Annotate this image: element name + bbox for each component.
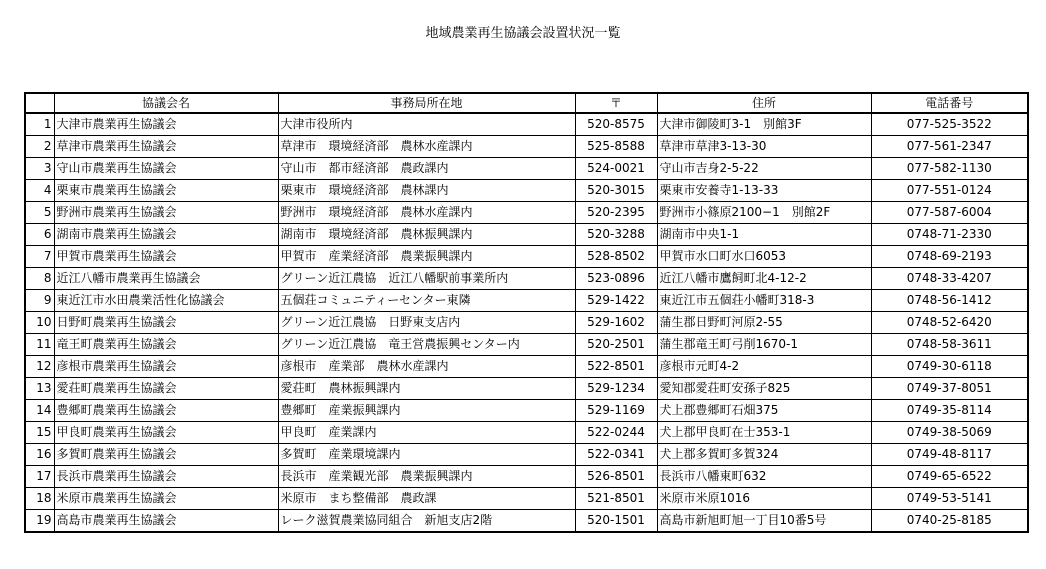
- table-row: [25, 400, 1028, 422]
- table-row: [25, 422, 1028, 444]
- cell-council-name: 栗東市農業再生協議会: [54, 180, 278, 202]
- cell-address: 犬上郡甲良町在士353-1: [657, 422, 871, 444]
- cell-phone: 0748-33-4207: [871, 268, 1028, 290]
- table-row: [25, 444, 1028, 466]
- cell-no: 7: [25, 246, 54, 268]
- table-row: [25, 158, 1028, 180]
- cell-address: 草津市草津3-13-30: [657, 136, 871, 158]
- cell-phone: 077-561-2347: [871, 136, 1028, 158]
- cell-office: 多賀町 産業環境課内: [278, 444, 575, 466]
- cell-no: 3: [25, 158, 54, 180]
- cell-no: 15: [25, 422, 54, 444]
- cell-address: 東近江市五個荘小幡町318-3: [657, 290, 871, 312]
- header-no: [25, 93, 54, 113]
- cell-postal-code: 520-1501: [575, 510, 657, 533]
- table-row: [25, 378, 1028, 400]
- cell-council-name: 日野町農業再生協議会: [54, 312, 278, 334]
- cell-office: 甲良町 産業課内: [278, 422, 575, 444]
- cell-postal-code: 524-0021: [575, 158, 657, 180]
- table-row: [25, 334, 1028, 356]
- table-row: [25, 224, 1028, 246]
- header-row: [25, 93, 1028, 113]
- cell-postal-code: 523-0896: [575, 268, 657, 290]
- cell-phone: 0749-35-8114: [871, 400, 1028, 422]
- cell-no: 16: [25, 444, 54, 466]
- cell-postal-code: 520-3015: [575, 180, 657, 202]
- cell-address: 犬上郡多賀町多賀324: [657, 444, 871, 466]
- cell-phone: 0749-30-6118: [871, 356, 1028, 378]
- cell-postal-code: 522-0341: [575, 444, 657, 466]
- cell-no: 18: [25, 488, 54, 510]
- council-table: [24, 92, 1029, 533]
- table-header: [25, 93, 1028, 113]
- cell-phone: 0749-48-8117: [871, 444, 1028, 466]
- cell-council-name: 豊郷町農業再生協議会: [54, 400, 278, 422]
- cell-no: 4: [25, 180, 54, 202]
- cell-phone: 0749-65-6522: [871, 466, 1028, 488]
- cell-postal-code: 529-1602: [575, 312, 657, 334]
- cell-phone: 0748-69-2193: [871, 246, 1028, 268]
- cell-no: 12: [25, 356, 54, 378]
- header-address: 住所: [657, 93, 871, 113]
- cell-council-name: 湖南市農業再生協議会: [54, 224, 278, 246]
- cell-office: 野洲市 環境経済部 農林水産課内: [278, 202, 575, 224]
- cell-phone: 077-582-1130: [871, 158, 1028, 180]
- cell-no: 6: [25, 224, 54, 246]
- cell-phone: 0749-37-8051: [871, 378, 1028, 400]
- cell-council-name: 彦根市農業再生協議会: [54, 356, 278, 378]
- cell-postal-code: 525-8588: [575, 136, 657, 158]
- cell-phone: 0749-53-5141: [871, 488, 1028, 510]
- cell-phone: 077-587-6004: [871, 202, 1028, 224]
- header-name: 協議会名: [54, 93, 278, 113]
- cell-phone: 077-525-3522: [871, 113, 1028, 136]
- cell-postal-code: 529-1169: [575, 400, 657, 422]
- cell-address: 甲賀市水口町水口6053: [657, 246, 871, 268]
- cell-council-name: 愛荘町農業再生協議会: [54, 378, 278, 400]
- cell-postal-code: 522-0244: [575, 422, 657, 444]
- cell-postal-code: 522-8501: [575, 356, 657, 378]
- cell-office: 米原市 まち整備部 農政課: [278, 488, 575, 510]
- cell-office: 守山市 都市経済部 農政課内: [278, 158, 575, 180]
- cell-address: 犬上郡豊郷町石畑375: [657, 400, 871, 422]
- cell-no: 5: [25, 202, 54, 224]
- cell-address: 蒲生郡日野町河原2-55: [657, 312, 871, 334]
- cell-no: 13: [25, 378, 54, 400]
- cell-postal-code: 529-1234: [575, 378, 657, 400]
- cell-office: 湖南市 環境経済部 農林振興課内: [278, 224, 575, 246]
- cell-no: 10: [25, 312, 54, 334]
- table-row: [25, 268, 1028, 290]
- cell-phone: 0748-56-1412: [871, 290, 1028, 312]
- cell-office: 大津市役所内: [278, 113, 575, 136]
- table-row: [25, 113, 1028, 136]
- header-tel: 電話番号: [871, 93, 1028, 113]
- table-row: [25, 290, 1028, 312]
- cell-phone: 0748-71-2330: [871, 224, 1028, 246]
- cell-no: 8: [25, 268, 54, 290]
- cell-office: 草津市 環境経済部 農林水産課内: [278, 136, 575, 158]
- table-row: [25, 488, 1028, 510]
- cell-address: 大津市御陵町3-1 別館3F: [657, 113, 871, 136]
- page-title: 地域農業再生協議会設置状況一覧: [425, 26, 621, 41]
- cell-postal-code: 520-3288: [575, 224, 657, 246]
- cell-address: 長浜市八幡東町632: [657, 466, 871, 488]
- cell-office: グリーン近江農協 近江八幡駅前事業所内: [278, 268, 575, 290]
- cell-council-name: 甲賀市農業再生協議会: [54, 246, 278, 268]
- cell-council-name: 甲良町農業再生協議会: [54, 422, 278, 444]
- cell-postal-code: 520-2395: [575, 202, 657, 224]
- cell-address: 守山市吉身2-5-22: [657, 158, 871, 180]
- cell-no: 11: [25, 334, 54, 356]
- table-row: [25, 136, 1028, 158]
- cell-no: 2: [25, 136, 54, 158]
- cell-address: 野洲市小篠原2100−1 別館2F: [657, 202, 871, 224]
- cell-office: 甲賀市 産業経済部 農業振興課内: [278, 246, 575, 268]
- cell-office: 五個荘コミュニティーセンター東隣: [278, 290, 575, 312]
- cell-phone: 077-551-0124: [871, 180, 1028, 202]
- cell-office: 長浜市 産業観光部 農業振興課内: [278, 466, 575, 488]
- cell-council-name: 近江八幡市農業再生協議会: [54, 268, 278, 290]
- cell-no: 17: [25, 466, 54, 488]
- table-body: [25, 113, 1028, 532]
- cell-postal-code: 520-8575: [575, 113, 657, 136]
- cell-office: 愛荘町 農林振興課内: [278, 378, 575, 400]
- cell-postal-code: 529-1422: [575, 290, 657, 312]
- table-row: [25, 246, 1028, 268]
- cell-phone: 0748-58-3611: [871, 334, 1028, 356]
- cell-office: グリーン近江農協 竜王営農振興センター内: [278, 334, 575, 356]
- cell-address: 米原市米原1016: [657, 488, 871, 510]
- cell-postal-code: 526-8501: [575, 466, 657, 488]
- cell-postal-code: 528-8502: [575, 246, 657, 268]
- table-row: [25, 312, 1028, 334]
- cell-office: グリーン近江農協 日野東支店内: [278, 312, 575, 334]
- table-row: [25, 510, 1028, 533]
- cell-phone: 0749-38-5069: [871, 422, 1028, 444]
- cell-address: 栗東市安養寺1-13-33: [657, 180, 871, 202]
- header-zip: 〒: [575, 93, 657, 113]
- cell-no: 14: [25, 400, 54, 422]
- cell-address: 近江八幡市鷹飼町北4-12-2: [657, 268, 871, 290]
- cell-address: 愛知郡愛荘町安孫子825: [657, 378, 871, 400]
- cell-council-name: 竜王町農業再生協議会: [54, 334, 278, 356]
- cell-office: 豊郷町 産業振興課内: [278, 400, 575, 422]
- cell-address: 彦根市元町4-2: [657, 356, 871, 378]
- cell-postal-code: 520-2501: [575, 334, 657, 356]
- cell-council-name: 多賀町農業再生協議会: [54, 444, 278, 466]
- table-row: [25, 466, 1028, 488]
- cell-address: 高島市新旭町旭一丁目10番5号: [657, 510, 871, 533]
- cell-council-name: 高島市農業再生協議会: [54, 510, 278, 533]
- cell-council-name: 東近江市水田農業活性化協議会: [54, 290, 278, 312]
- cell-council-name: 大津市農業再生協議会: [54, 113, 278, 136]
- cell-council-name: 草津市農業再生協議会: [54, 136, 278, 158]
- cell-office: 栗東市 環境経済部 農林課内: [278, 180, 575, 202]
- header-office: 事務局所在地: [278, 93, 575, 113]
- cell-council-name: 長浜市農業再生協議会: [54, 466, 278, 488]
- cell-no: 19: [25, 510, 54, 533]
- cell-phone: 0748-52-6420: [871, 312, 1028, 334]
- table-row: [25, 202, 1028, 224]
- cell-address: 蒲生郡竜王町弓削1670-1: [657, 334, 871, 356]
- cell-office: レーク滋賀農業協同組合 新旭支店2階: [278, 510, 575, 533]
- cell-postal-code: 521-8501: [575, 488, 657, 510]
- cell-council-name: 野洲市農業再生協議会: [54, 202, 278, 224]
- table-row: [25, 180, 1028, 202]
- table-row: [25, 356, 1028, 378]
- cell-office: 彦根市 産業部 農林水産課内: [278, 356, 575, 378]
- cell-phone: 0740-25-8185: [871, 510, 1028, 533]
- cell-council-name: 米原市農業再生協議会: [54, 488, 278, 510]
- cell-no: 9: [25, 290, 54, 312]
- cell-council-name: 守山市農業再生協議会: [54, 158, 278, 180]
- cell-address: 湖南市中央1-1: [657, 224, 871, 246]
- cell-no: 1: [25, 113, 54, 136]
